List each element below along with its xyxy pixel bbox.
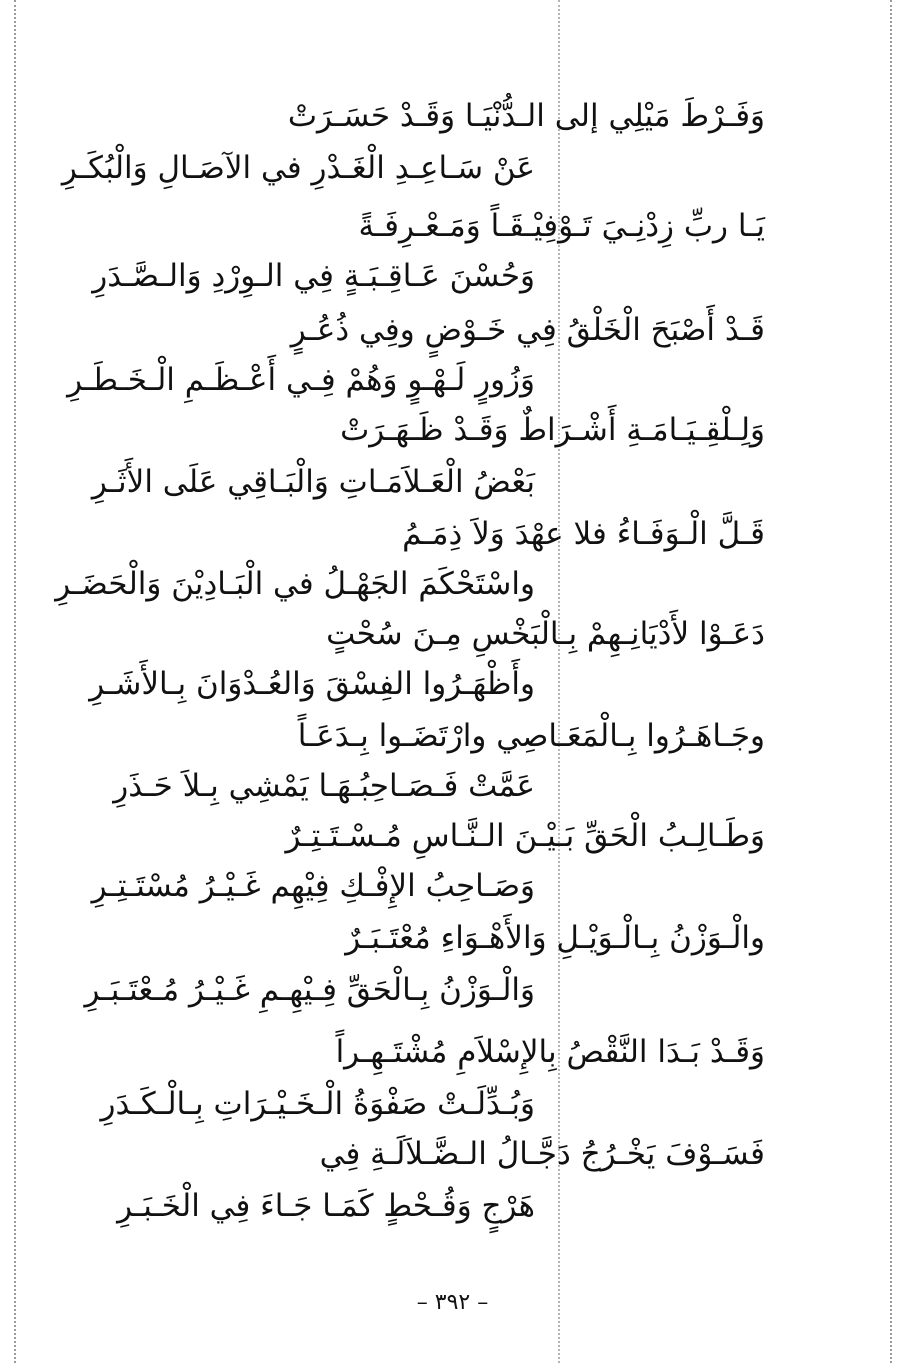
verse-line-20: وَبُـدِّلَـتْ صَفْوَةُ الْـخَـيْـرَاتِ بِـالْـكَـدَرِ	[100, 1086, 535, 1122]
right-margin-dotted-line	[890, 0, 892, 1363]
verse-line-15: وَطَـالِـبُ الْحَقِّ بَـيْـنَ الـنَّـاسِ مُـسْـتَـتِـرٌ	[285, 818, 765, 854]
verse-line-14: عَمَّتْ فَـصَـاحِبُـهَـا يَمْشِي بِـلاَ حَـذَرِ	[113, 768, 535, 804]
verse-line-19: وَقَـدْ بَـدَا النَّقْصُ بِالإِسْلاَمِ مُشْتَـهِـراً	[335, 1034, 765, 1070]
verse-line-13: وجَـاهَـرُوا بِـالْمَعَـاصِي وارْتَضَـوا بِـدَعَـاً	[297, 718, 765, 754]
verse-line-18: وَالْـوَزْنُ بِـالْحَقِّ فِـيْهِـمِ غَـيْـرُ مُـعْتَـبَـرِ	[84, 972, 535, 1008]
verse-line-3: يَـا ربِّ زِدْنِـيَ تَـوْفِيْـقَـاً وَمَـعْـرِفَـةً	[358, 208, 765, 244]
verse-line-2: عَنْ سَـاعِـدِ الْغَـدْرِ في الآصَـالِ وَالْبُكَـرِ	[61, 150, 535, 186]
verse-line-5: قَـدْ أَصْبَحَ الْخَلْقُ فِي خَـوْضٍ وفِي ذُعُـرٍ	[290, 312, 765, 348]
page-number: – ٣٩٢ –	[416, 1290, 489, 1315]
verse-line-7: وَلِـلْقِـيَـامَـةِ أَشْـرَاطٌ وَقَـدْ ظَـهَـرَتْ	[340, 412, 765, 448]
left-margin-dotted-line	[14, 0, 16, 1363]
verse-line-4: وَحُسْنَ عَـاقِـبَـةٍ فِي الـوِرْدِ وَالـصَّـدَرِ	[92, 258, 535, 294]
verse-line-22: هَرْجٍ وَقُـحْطٍ كَمَـا جَـاءَ فِي الْخَـبَـرِ	[117, 1188, 535, 1224]
verse-line-1: وَفَـرْطَ مَيْلِي إلى الـدُّنْيَـا وَقَـدْ حَسَـرَتْ	[287, 98, 765, 134]
verse-line-17: والْـوَزْنُ بِـالْـوَيْـلِ وَالأَهْـوَاءِ مُعْتَـبَـرٌ	[345, 920, 765, 956]
verse-line-16: وَصَـاحِبُ الإِفْـكِ فِيْهِم غَـيْـرُ مُسْتَـتِـرِ	[91, 868, 535, 904]
verse-line-12: وأَظْهَـرُوا الفِسْقَ وَالعُـدْوَانَ بِـالأَشَـرِ	[89, 666, 535, 702]
verse-line-11: دَعَـوْا لأَدْيَانِـهِمْ بِـالْبَخْسِ مِـنَ سُحْتٍ	[326, 616, 765, 652]
verse-line-6: وَزُورٍ لَـهْـوٍ وَهُمْ فِـي أَعْـظَـمِ الْـخَـطَـرِ	[67, 362, 535, 398]
verse-line-8: بَعْضُ الْعَـلاَمَـاتِ وَالْبَـاقِي عَلَى الأَثَـرِ	[91, 464, 535, 500]
verse-line-9: قَـلَّ الْـوَفَـاءُ فلا عهْدَ وَلاَ ذِمَـمُ	[402, 516, 765, 552]
verse-line-10: واسْتَحْكَمَ الجَهْـلُ في الْبَـادِيْنَ وَالْحَضَـرِ	[55, 566, 535, 602]
verse-line-21: فَسَـوْفَ يَخْـرُجُ دَجَّـالُ الـضَّـلاَلَـةِ فِي	[319, 1136, 765, 1172]
